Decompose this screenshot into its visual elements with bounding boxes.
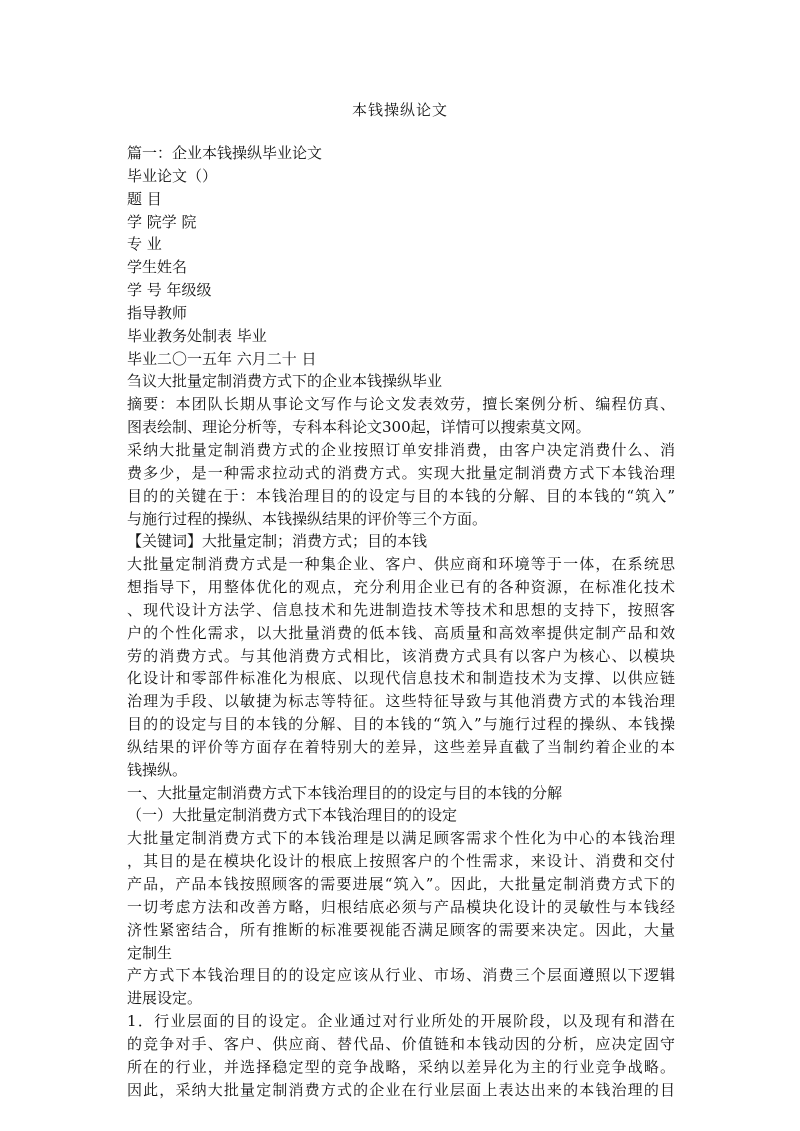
text-line: 1．行业层面的目的设定。企业通过对行业所处的开展阶段，以及现有和潜在 <box>127 1012 675 1031</box>
text-line: 目的的设定与目的本钱的分解、目的本钱的“筑入”与施行过程的操纵、本钱操 <box>127 715 675 734</box>
text-line: 纵结果的评价等方面存在着特别大的差异，这些差异直截了当制约着企业的本 <box>127 737 675 756</box>
text-line: 产方式下本钱治理目的的设定应该从行业、市场、消费三个层面遵照以下逻辑 <box>127 966 675 985</box>
text-line: 因此，采纳大批量定制消费方式的企业在行业层面上表达出来的本钱治理的目 <box>127 1080 675 1099</box>
document-body <box>127 142 675 1101</box>
text-line: 治理为手段、以敏捷为标志等特征。这些特征导致与其他消费方式的本钱治理 <box>127 692 675 711</box>
text-line: 刍议大批量定制消费方式下的企业本钱操纵毕业 <box>127 372 443 391</box>
text-line: 学 院学 院 <box>127 212 197 231</box>
text-line: 指导教师 <box>127 303 188 322</box>
subsection-heading: （一）大批量定制消费方式下本钱治理目的的设定 <box>127 806 458 825</box>
text-line: 学 号 年级级 <box>127 281 212 300</box>
text-line: 大批量定制消费方式是一种集企业、客户、供应商和环境等于一体，在系统思 <box>127 555 675 574</box>
text-line: 一切考虑方法和改善方略，归根结底必须与产品模块化设计的灵敏性与本钱经 <box>127 897 675 916</box>
text-line: 毕业论文（） <box>127 166 218 185</box>
text-line: 产品，产品本钱按照顾客的需要进展“筑入”。因此，大批量定制消费方式下的 <box>127 875 675 893</box>
text-line: 化设计和零部件标准化为根底、以现代信息技术和制造技术为支撑、以供应链 <box>127 669 675 688</box>
text-line: 费多少，是一种需求拉动式的消费方式。实现大批量定制消费方式下本钱治理 <box>127 463 675 482</box>
text-line: 毕业二〇一五年 六月二十 日 <box>127 349 317 368</box>
section-heading: 一、大批量定制消费方式下本钱治理目的的设定与目的本钱的分解 <box>127 783 563 802</box>
text-line: 、现代设计方法学、信息技术和先进制造技术等技术和思想的支持下，按照客 <box>127 600 675 619</box>
text-line: 专 业 <box>127 235 162 254</box>
text-line: 钱操纵。 <box>127 760 188 779</box>
text-line: 目的的关键在于：本钱治理目的的设定与目的本钱的分解、目的本钱的“筑入” <box>127 486 675 505</box>
text-line: 劳的消费方式。与其他消费方式相比，该消费方式具有以客户为核心、以模块 <box>127 646 675 665</box>
text-line: 学生姓名 <box>127 258 188 277</box>
text-line: 大批量定制消费方式下的本钱治理是以满足顾客需求个性化为中心的本钱治理 <box>127 829 675 848</box>
text-line: 毕业教务处制表 毕业 <box>127 326 267 345</box>
text-line: 题 目 <box>127 189 162 208</box>
text-line: 户的个性化需求，以大批量消费的低本钱、高质量和高效率提供定制产品和效 <box>127 623 675 642</box>
text-line: 采纳大批量定制消费方式的企业按照订单安排消费，由客户决定消费什么、消 <box>127 440 675 459</box>
text-line: 济性紧密结合，所有推断的标准要视能否满足顾客的需要来决定。因此，大量 <box>127 920 675 939</box>
text-line: 进展设定。 <box>127 989 203 1008</box>
text-line: 的竞争对手、客户、供应商、替代品、价值链和本钱动因的分析，应决定固守 <box>127 1034 675 1053</box>
text-line: 摘要：本团队长期从事论文写作与论文发表效劳，擅长案例分析、编程仿真、 <box>127 395 675 414</box>
text-line: ，其目的是在模块化设计的根底上按照客户的个性需求，来设计、消费和交付 <box>127 852 675 871</box>
text-line: 图表绘制、理论分析等，专科本科论文300起，详情可以搜索莫文网。 <box>127 418 591 437</box>
text-line: 【关键词】大批量定制；消费方式；目的本钱 <box>127 532 428 551</box>
text-line: 篇一：企业本钱操纵毕业论文 <box>127 144 323 162</box>
text-line: 定制生 <box>127 943 173 962</box>
document-title: 本钱操纵论文 <box>351 101 448 119</box>
text-line: 与施行过程的操纵、本钱操纵结果的评价等三个方面。 <box>127 509 488 528</box>
text-line: 所在的行业，并选择稳定型的竞争战略，采纳以差异化为主的行业竞争战略。 <box>127 1057 675 1076</box>
text-line: 想指导下，用整体优化的观点，充分利用企业已有的各种资源，在标准化技术 <box>127 578 675 597</box>
